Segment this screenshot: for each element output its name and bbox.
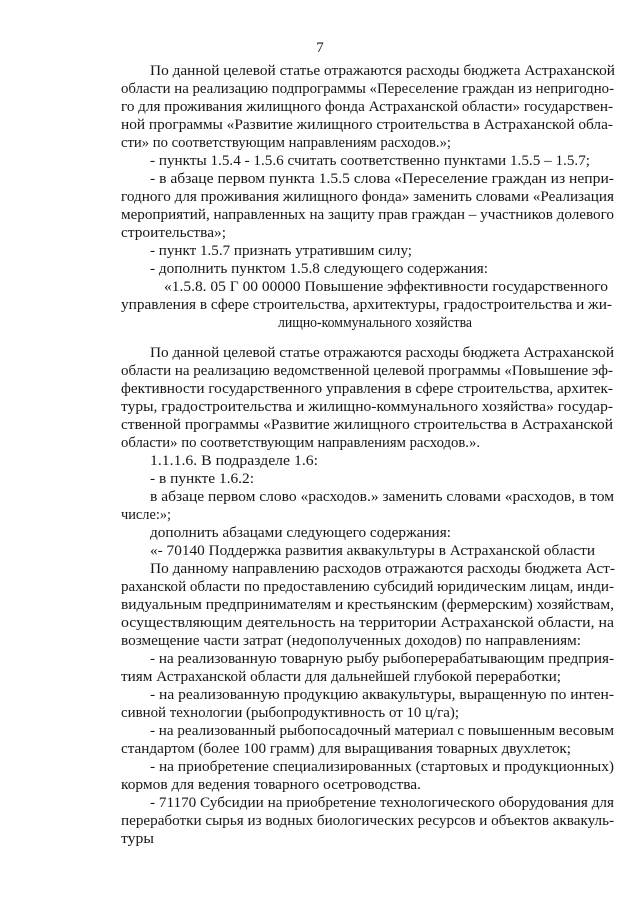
text-line: осуществляющим деятельность на территории Астраханской области, на <box>121 615 615 631</box>
text-line: «1.5.8. 05 Г 00 00000 Повышение эффективности государственного <box>164 279 609 295</box>
text-line: лищно-коммунального хозяйства <box>278 315 472 331</box>
text-line: в абзаце первом слово «расходов.» заменить словами «расходов, в том <box>150 489 615 505</box>
text-line: туры, градостроительства и жилищно-коммунального хозяйства» государ- <box>121 399 614 415</box>
text-line: строительства»; <box>121 225 227 241</box>
text-line: области» по соответствующим направлениям расходов.». <box>121 435 481 451</box>
text-line: ственной программы «Развитие жилищного строительства в Астраханской <box>121 417 613 433</box>
text-line: сти» по соответствующим направлениям расходов.»; <box>121 135 451 151</box>
text-line: По данной целевой статье отражаются расходы бюджета Астраханской <box>150 63 615 79</box>
text-line: возмещение части затрат (недополученных доходов) по направлениям: <box>121 633 581 649</box>
text-line: - на реализованную товарную рыбу рыбоперерабатывающим предприя- <box>150 651 615 667</box>
page-number: 7 <box>316 40 324 56</box>
text-line: - 71170 Субсидии на приобретение технологического оборудования для <box>150 795 615 811</box>
text-line: - на реализованную продукцию аквакультуры, выращенную по интен- <box>150 687 614 703</box>
text-line: - на приобретение специализированных (стартовых и продукционных) <box>150 759 615 775</box>
text-line: - дополнить пунктом 1.5.8 следующего содержания: <box>150 261 489 277</box>
text-line: годного для проживания жилищного фонда» заменить словами «Реализация <box>121 189 615 205</box>
text-line: дополнить абзацами следующего содержания: <box>150 525 451 541</box>
text-line: области на реализацию подпрограммы «Переселение граждан из непригодно- <box>121 81 615 97</box>
text-line: ной программы «Развитие жилищного строительства в Астраханской обла- <box>121 117 613 133</box>
text-line: стандартом (более 100 грамм) для выращивания товарных двухлеток; <box>121 741 572 757</box>
text-line: туры <box>121 831 155 847</box>
text-line: области на реализацию ведомственной целевой программы «Повышение эф- <box>121 363 613 379</box>
text-line: - пункт 1.5.7 признать утратившим силу; <box>150 243 412 259</box>
text-line: - в пункте 1.6.2: <box>150 471 255 487</box>
text-line: По данному направлению расходов отражаются расходы бюджета Аст- <box>150 561 616 577</box>
text-line: видуальным предпринимателям и крестьянским (фермерским) хозяйствам, <box>121 597 615 613</box>
text-line: фективности государственного управления в сфере строительства, архитек- <box>121 381 613 397</box>
text-line: тиям Астраханской области для дальнейшей глубокой переработки; <box>121 669 561 685</box>
text-line: - пункты 1.5.4 - 1.5.6 считать соответственно пунктами 1.5.5 – 1.5.7; <box>150 153 591 169</box>
text-line: сивной технологии (рыбопродуктивность от 10 ц/га); <box>121 705 460 721</box>
text-line: По данной целевой статье отражаются расходы бюджета Астраханской <box>150 345 615 361</box>
text-line: мероприятий, направленных на защиту прав граждан – участников долевого <box>121 207 614 223</box>
text-line: управления в сфере строительства, архитектуры, градостроительства и жи- <box>121 297 613 313</box>
text-line: «- 70140 Поддержка развития аквакультуры в Астраханской области <box>150 543 596 559</box>
text-line: 1.1.1.6. В подразделе 1.6: <box>150 453 318 469</box>
text-line: кормов для ведения товарного осетроводства. <box>121 777 421 793</box>
text-line: - в абзаце первом пункта 1.5.5 слова «Переселение граждан из непри- <box>150 171 614 187</box>
text-line: го для проживания жилищного фонда Астраханской области» государствен- <box>121 99 614 115</box>
text-line: переработки сырья из водных биологических ресурсов и объектов аквакуль- <box>121 813 615 829</box>
text-line: раханской области по предоставлению субсидий юридическим лицам, инди- <box>121 579 615 595</box>
text-line: числе:»; <box>121 507 171 523</box>
text-line: - на реализованный рыбопосадочный материал с повышенным весовым <box>150 723 615 739</box>
